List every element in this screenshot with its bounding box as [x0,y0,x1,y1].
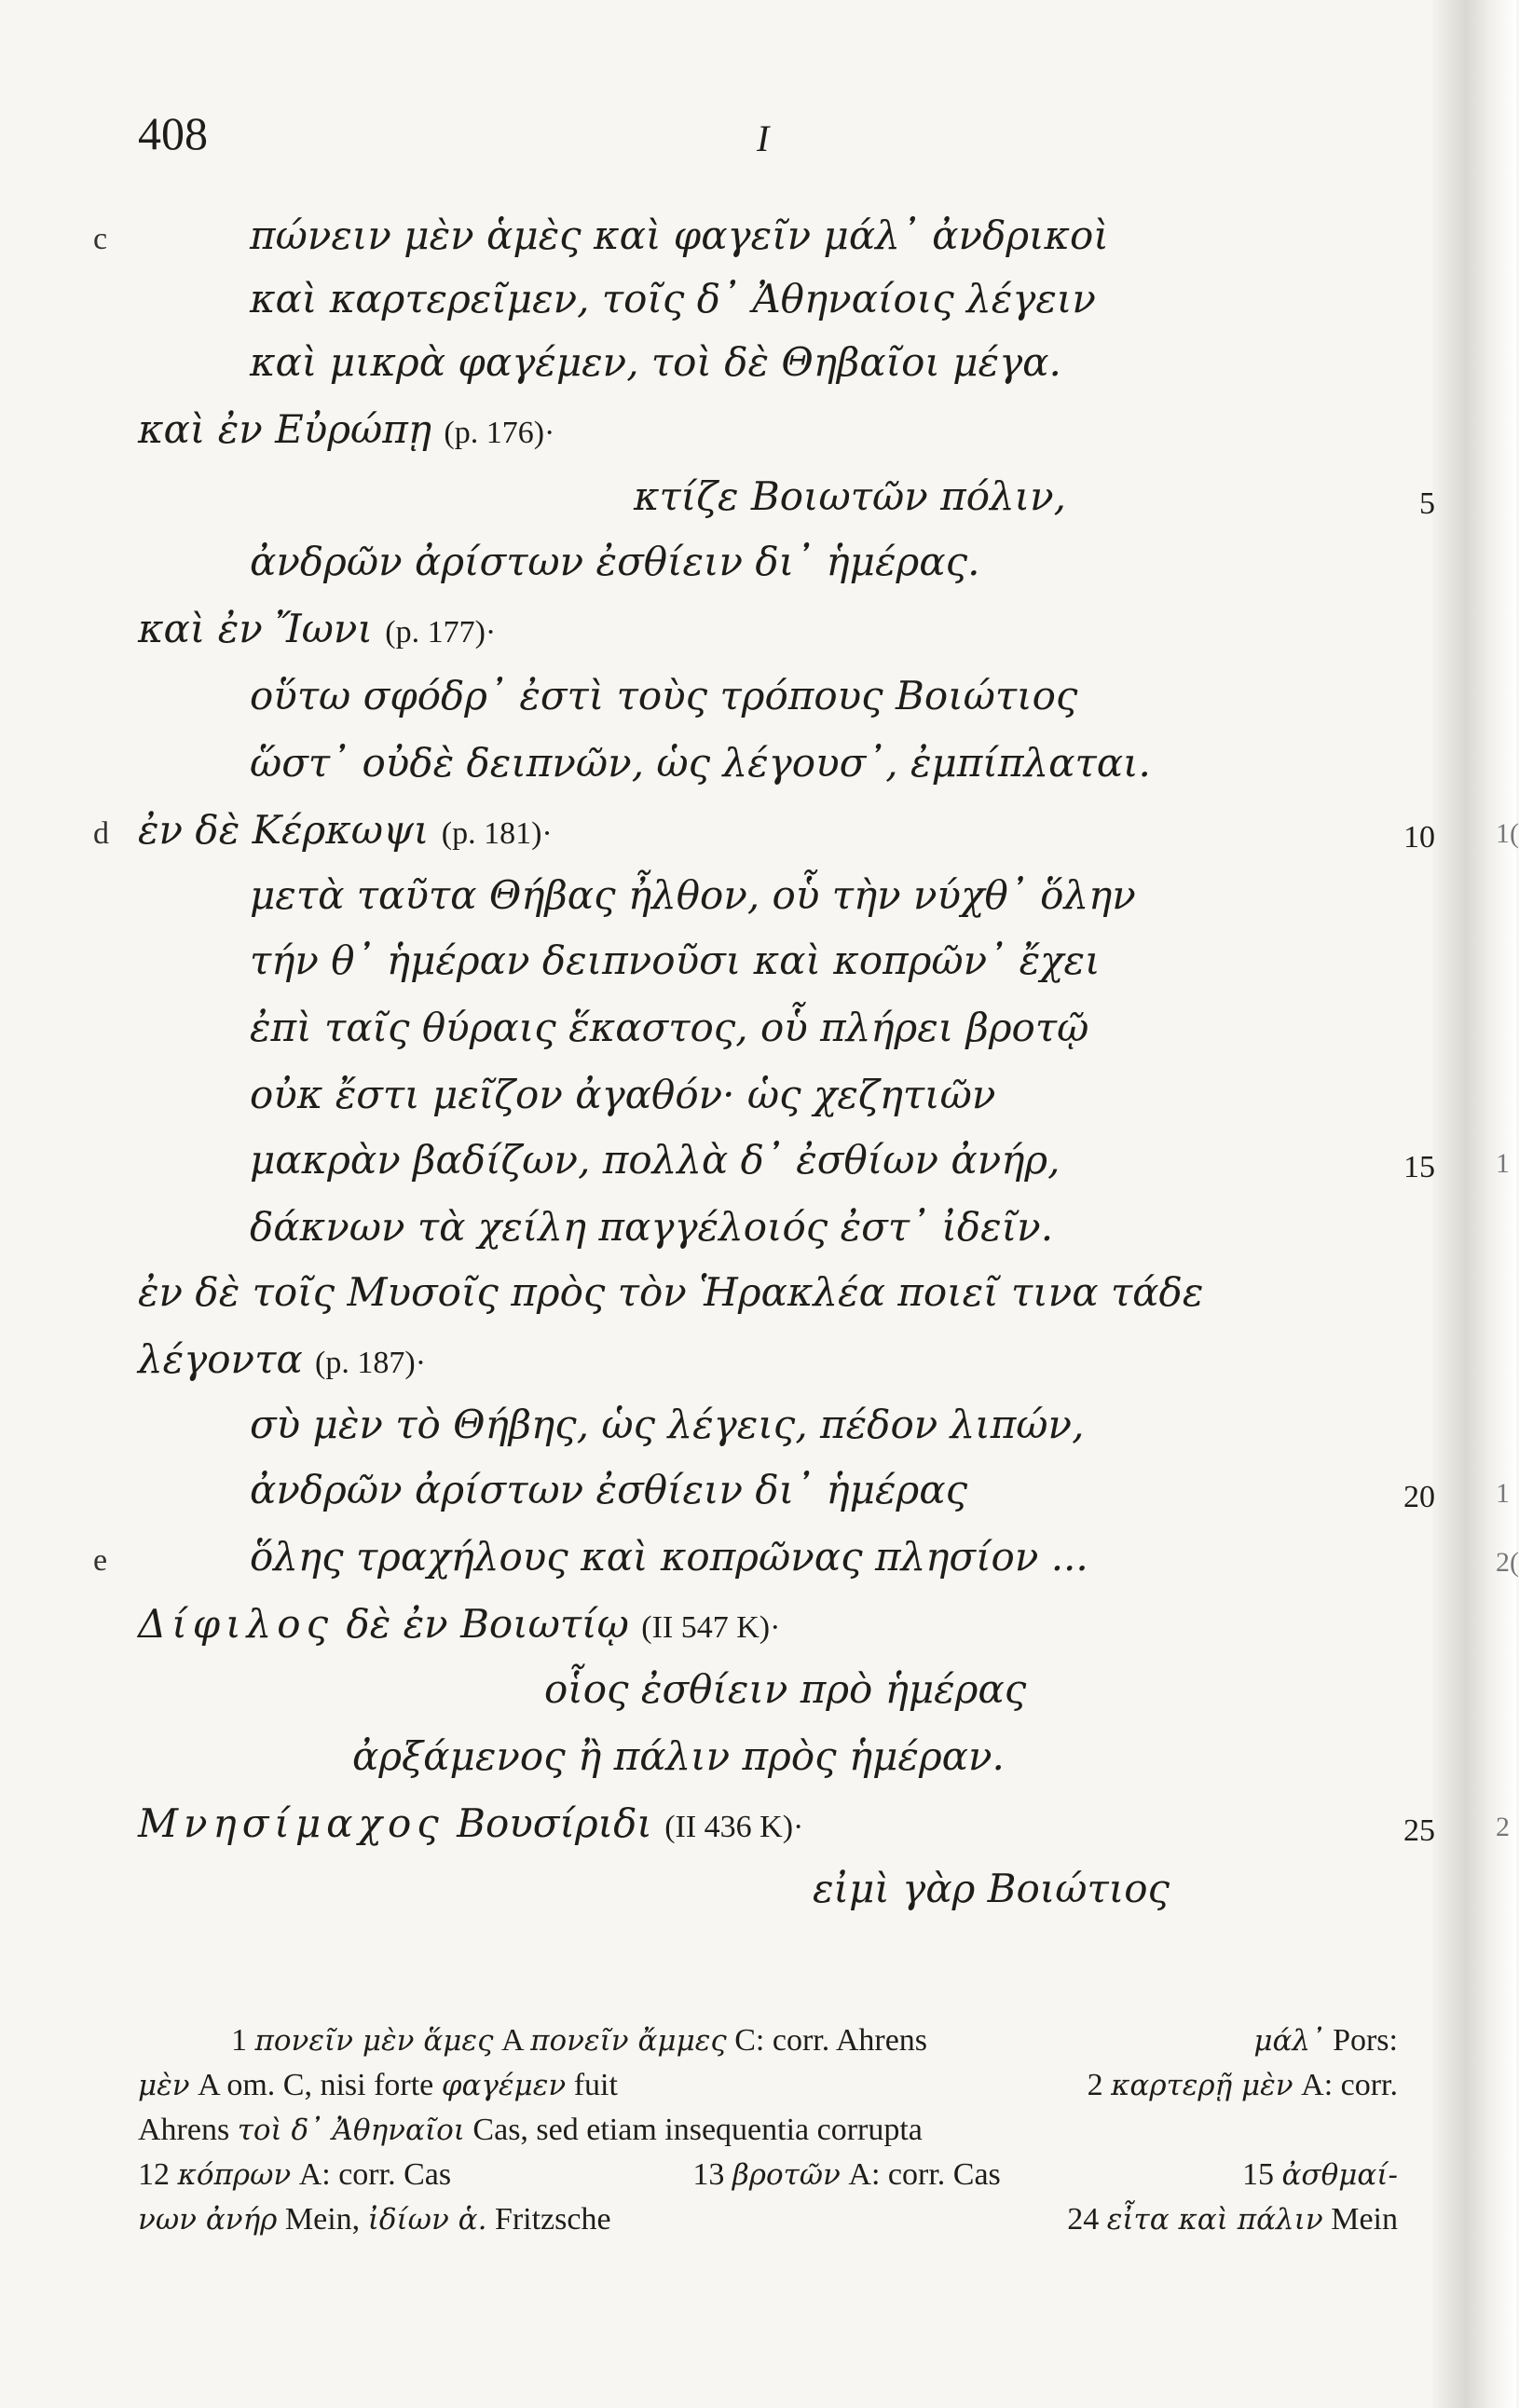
apparatus-note: fuit [573,2068,618,2102]
edge-mark: 2( [1496,1547,1519,1578]
prose-text: ἐν δὲ Κέρκωψι [138,807,430,853]
verse-line: εἰμὶ γὰρ Βοιώτιος [813,1866,1170,1911]
page-reference: (p. 177)· [385,615,497,650]
apparatus-greek: φαγέμεν [441,2069,567,2102]
line-number: 20 [1403,1480,1435,1514]
prose-text: δὲ ἐν Βοιωτίῳ [346,1601,629,1647]
verse-line: ὥστ᾽ οὐδὲ δειπνῶν, ὡς λέγουσ᾽, ἐμπίπλαται. [250,740,1151,786]
apparatus-note: A: corr. Cas [848,2157,1001,2192]
apparatus-note: Cas, sed etiam insequentia corrupta [472,2113,923,2147]
author-name: Μνησίμαχος [138,1800,445,1846]
edge-mark: 1 [1496,1478,1510,1509]
prose-line [138,1800,803,1851]
apparatus-greek: μάλ᾽ [1253,2024,1325,2058]
apparatus-note: Mein [1331,2202,1398,2237]
apparatus-number: 13 [692,2157,725,2192]
apparatus-greek: ἀσθμαί- [1281,2158,1398,2192]
verse-line: καὶ καρτερεῖμεν, τοῖς δ᾽ Ἀθηναίοις λέγειν [250,276,1096,322]
prose-line [138,1336,426,1387]
apparatus-number: 15 [1242,2157,1274,2192]
apparatus-note: Fritzsche [494,2202,611,2237]
verse-line: μετὰ ταῦτα Θήβας ἦλθον, οὗ τὴν νύχθ᾽ ὅλην [250,872,1136,918]
apparatus-greek: βροτῶν [732,2158,841,2192]
apparatus-line [138,2197,1398,2242]
apparatus-greek: μὲν [138,2069,190,2102]
author-name: Δίφιλος [138,1601,335,1647]
apparatus-note: A: corr. Cas [298,2157,452,2192]
verse-line: δάκνων τὰ χείλη παγγέλοιός ἐστ᾽ ἰδεῖν. [250,1204,1054,1250]
apparatus-note: Ahrens [138,2113,230,2147]
page-reference: (p. 181)· [441,816,553,851]
apparatus-line [138,2018,1398,2063]
edge-mark: 1( [1496,818,1519,849]
fragment-reference: (II 436 K)· [664,1810,804,1844]
apparatus-line [138,2108,1398,2153]
verse-line: κτίζε Βοιωτῶν πόλιν, [634,473,1066,519]
apparatus-note: A [500,2023,523,2058]
apparatus-note: A om. C, nisi forte [198,2068,434,2102]
prose-text: καὶ ἐν Εὐρώπῃ [138,406,432,452]
apparatus-greek: κόπρων [177,2158,292,2192]
apparatus-greek: νων ἀνήρ [138,2203,278,2237]
verse-line: τήν θ᾽ ἡμέραν δειπνοῦσι καὶ κοπρῶν᾽ ἔχει [250,937,1101,983]
apparatus-note: Mein, [284,2202,361,2237]
running-head: I [757,117,770,159]
apparatus-greek: πονεῖν μὲν ἅμες [254,2024,494,2058]
verse-line: οὐκ ἔστι μεῖζον ἀγαθόν· ὡς χεζητιῶν [250,1072,996,1117]
verse-line: ἀνδρῶν ἀρίστων ἐσθίειν δι᾽ ἡμέρας. [250,539,980,584]
verse-line: καὶ μικρὰ φαγέμεν, τοὶ δὲ Θηβαῖοι μέγα. [250,339,1061,385]
line-number: 10 [1403,820,1435,855]
edge-mark: 2 [1496,1812,1510,1842]
apparatus-line [138,2153,1398,2197]
apparatus-greek: πονεῖν ἄμμες [530,2024,727,2058]
apparatus-note: Pors: [1333,2023,1398,2058]
margin-letter: e [93,1543,108,1578]
verse-line: ὅλης τραχήλους καὶ κοπρῶνας πλησίον ... [250,1534,1088,1580]
prose-text: Βουσίριδι [457,1800,652,1846]
critical-apparatus [138,2018,1398,2242]
line-number: 25 [1403,1813,1435,1848]
apparatus-greek: καρτερῇ μὲν [1111,2069,1293,2102]
margin-letter: c [93,222,108,256]
margin-letter: d [93,816,109,851]
verse-line: ἀνδρῶν ἀρίστων ἐσθίειν δι᾽ ἡμέρας [250,1467,968,1512]
page-number: 408 [138,107,208,159]
prose-text: καὶ ἐν Ἴωνι [138,606,373,651]
prose-line: ἐν δὲ τοῖς Μυσοῖς πρὸς τὸν Ἡρακλέα ποιεῖ τινα τάδε [138,1269,1204,1315]
apparatus-note: C: corr. Ahrens [734,2023,928,2058]
verse-line: σὺ μὲν τὸ Θήβης, ὡς λέγεις, πέδον λιπών, [250,1402,1085,1447]
apparatus-note: A: corr. [1301,2068,1398,2102]
prose-line [138,406,554,457]
verse-line: ἀρξάμενος ἢ πάλιν πρὸς ἡμέραν. [352,1733,1005,1779]
apparatus-number: 2 [1087,2068,1103,2102]
edge-mark: 1 [1496,1148,1510,1179]
prose-line [138,807,553,857]
apparatus-greek: τοὶ δ᾽ Ἀθηναῖοι [237,2114,465,2147]
verse-line: μακρὰν βαδίζων, πολλὰ δ᾽ ἐσθίων ἀνήρ, [250,1137,1061,1183]
binding-gutter [1432,0,1516,2408]
prose-line [138,606,496,656]
line-number: 5 [1419,486,1435,521]
apparatus-greek: εἶτα καὶ πάλιν [1106,2203,1323,2237]
verse-line: ἐπὶ ταῖς θύραις ἕκαστος, οὗ πλήρει βροτῷ [250,1005,1089,1050]
prose-line [138,1601,780,1651]
verse-line: πώνειν μὲν ἁμὲς καὶ φαγεῖν μάλ᾽ ἀνδρικοὶ [250,212,1109,258]
fragment-reference: (II 547 K)· [641,1610,781,1645]
line-number: 15 [1403,1150,1435,1184]
verse-line: οἷος ἐσθίειν πρὸ ἡμέρας [544,1666,1027,1712]
apparatus-number: 24 [1067,2202,1100,2237]
page-reference: (p. 176)· [444,416,555,450]
apparatus-line [138,2063,1398,2108]
verse-line: οὕτω σφόδρ᾽ ἐστὶ τοὺς τρόπους Βοιώτιος [250,673,1078,718]
apparatus-number: 1 [231,2023,247,2058]
apparatus-number: 12 [138,2157,170,2192]
page-reference: (p. 187)· [315,1346,427,1380]
apparatus-greek: ἰδίων ἁ. [367,2203,487,2237]
prose-text: λέγοντα [138,1336,303,1382]
